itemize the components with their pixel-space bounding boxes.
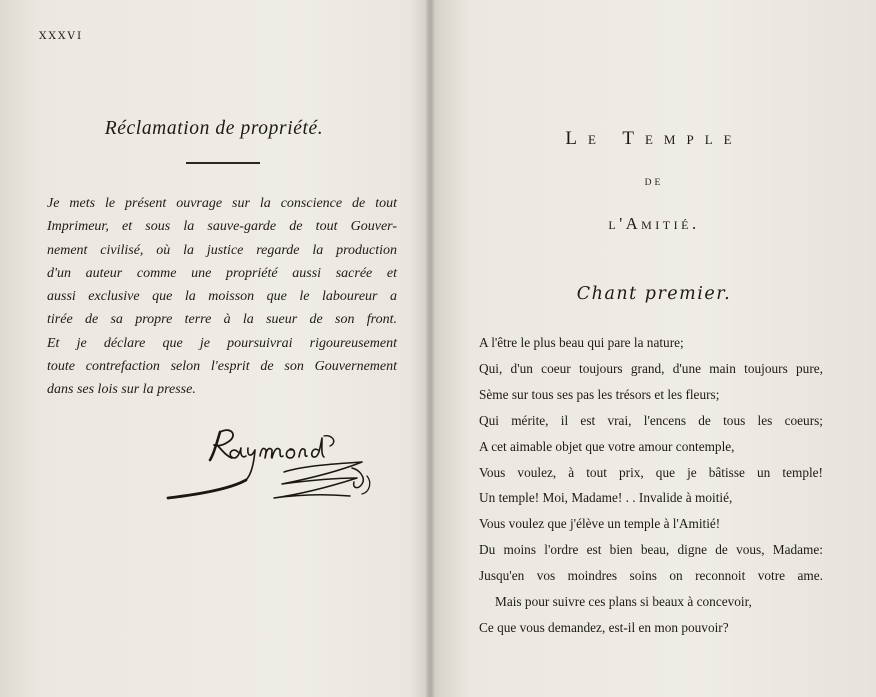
handwritten-signature xyxy=(162,422,382,512)
poem-title-main: Le Temple xyxy=(565,128,743,149)
verse-line-9: Du moins l'ordre est bien beau, digne de vous, Madame: xyxy=(479,542,823,558)
verse-line-3: Sème sur tous ses pas les trésors et les fleurs; xyxy=(479,386,720,402)
right-page xyxy=(432,0,876,697)
notice-line-2: Imprimeur, et sous la sauve-garde de tout Gouver- xyxy=(47,219,397,235)
title-rule xyxy=(186,162,260,164)
notice-line-4: d'un auteur comme une propriété aussi sacrée et xyxy=(47,265,397,281)
verse-line-1: A l'être le plus beau qui pare la nature; xyxy=(479,335,684,350)
verse-line-6: Vous voulez, à tout prix, que je bâtisse un temple! xyxy=(479,464,823,480)
signature-drawing xyxy=(162,422,382,512)
page-number: XXXVI xyxy=(39,30,84,42)
notice-line-1: Je mets le présent ouvrage sur la conscience de tout xyxy=(47,196,397,211)
notice-body xyxy=(47,192,397,402)
notice-line-8: toute contrefaction selon l'esprit de son Gouvernement xyxy=(47,359,397,375)
chant-heading: Chant premier. xyxy=(576,284,732,304)
verse-line-11: Mais pour suivre ces plans si beaux à concevoir, xyxy=(495,594,752,610)
poem-title-sub: l'Amitié. xyxy=(608,214,700,233)
poem-title-de: DE xyxy=(644,178,664,188)
notice-line-3: nement civilisé, où la justice regarde la production xyxy=(47,242,397,258)
verse-line-4: Qui mérite, il est vrai, l'encens de tous les coeurs; xyxy=(479,412,823,428)
notice-line-6: tirée de sa propre terre à la sueur de son front. xyxy=(47,312,397,328)
verse-line-12: Ce que vous demandez, est-il en mon pouvoir? xyxy=(479,619,729,635)
verse-line-7: Un temple! Moi, Madame! . . Invalide à moitié, xyxy=(479,490,733,506)
left-page xyxy=(0,0,428,697)
notice-line-9: dans ses lois sur la presse. xyxy=(47,382,196,398)
notice-line-7: Et je déclare que je poursuivrai rigoureusement xyxy=(47,335,397,351)
notice-line-5: aussi exclusive que la moisson que le laboureur a xyxy=(47,289,397,305)
poem-verses xyxy=(479,330,823,641)
verse-line-8: Vous voulez que j'élève un temple à l'Amitié! xyxy=(479,516,721,532)
notice-title: Réclamation de propriété. xyxy=(104,118,324,139)
verse-line-10: Jusqu'en vos moindres soins on reconnoit votre ame. xyxy=(479,568,823,584)
verse-line-5: A cet aimable objet que votre amour contemple, xyxy=(479,438,735,454)
verse-line-2: Qui, d'un coeur toujours grand, d'une main toujours pure, xyxy=(479,360,823,376)
